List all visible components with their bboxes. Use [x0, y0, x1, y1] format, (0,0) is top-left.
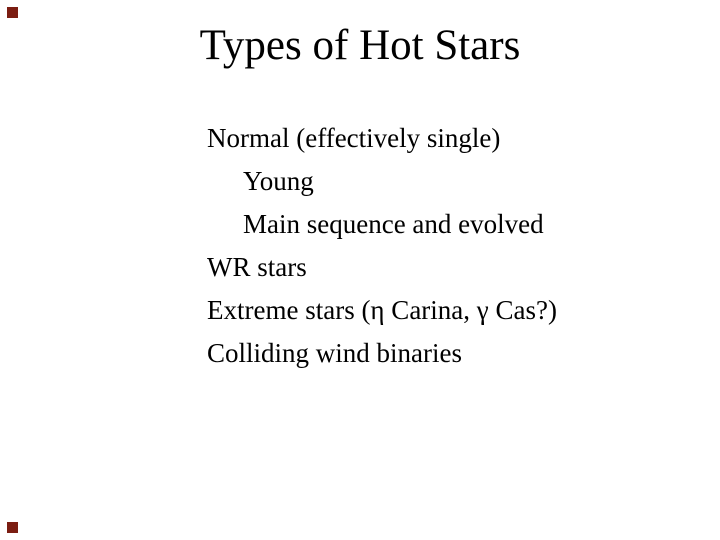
bullet-main-sequence-and-evolved: Main sequence and evolved — [243, 209, 544, 239]
corner-marker-bottom-icon — [7, 522, 18, 533]
page-title: Types of Hot Stars — [199, 22, 521, 69]
bullet-extreme-stars: Extreme stars (η Carina, γ Cas?) — [207, 295, 557, 325]
bullet-young: Young — [243, 166, 314, 196]
bullet-colliding-wind-binaries: Colliding wind binaries — [207, 338, 462, 368]
bullet-wr-stars: WR stars — [207, 252, 307, 282]
bullet-list — [207, 117, 687, 375]
bullet-normal-effectively-single: Normal (effectively single) — [207, 123, 501, 153]
corner-marker-top-icon — [7, 7, 18, 18]
